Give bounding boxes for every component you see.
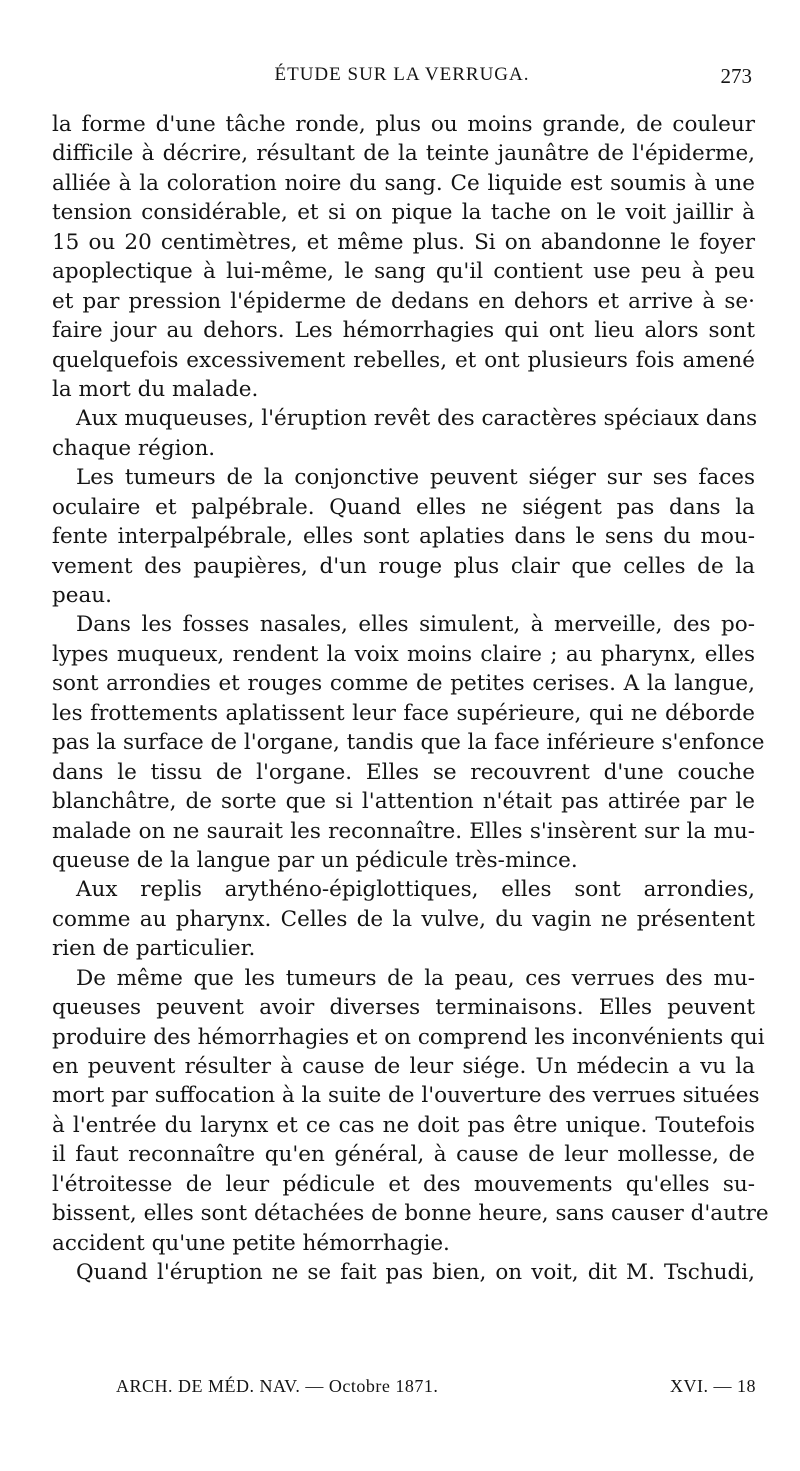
text-line: apoplectique à lui-même, le sang qu'il contient use peu à peu [52,259,755,285]
text-line: mort par suffocation à la suite de l'ouverture des verrues situées [52,1083,760,1109]
text-line: queuse de la langue par un pédicule très-mince. [52,847,578,873]
text-line: fente interpalpébrale, elles sont aplaties dans le sens du mou- [52,524,755,550]
text-line: accident qu'une petite hémorrhagie. [52,1230,450,1256]
text-line: en peuvent résulter à cause de leur siége. Un médecin a vu la [52,1054,755,1079]
text-line: blanchâtre, de sorte que si l'attention n'était pas attirée par le [52,789,755,815]
text-line: oculaire et palpébrale. Quand elles ne siégent pas dans la [52,494,755,520]
text-line: pas la surface de l'organe, tandis que la face inférieure s'enfonce [52,730,765,756]
text-line: queuses peuvent avoir diverses terminaisons. Elles peuvent [52,995,755,1021]
text-line: à l'entrée du larynx et ce cas ne doit pas être unique. Toutefois [52,1112,755,1138]
text-line: sont arrondies et rouges comme de petites cerises. A la langue, [52,671,755,697]
text-line: la forme d'une tâche ronde, plus ou moins grande, de couleur [52,112,755,137]
text-line: Aux replis arythéno-épiglottiques, elles sont arrondies, [76,877,755,903]
text-line: la mort du malade. [52,376,259,402]
text-line: et par pression l'épiderme de dedans en dehors et arrive à se· [52,288,755,314]
text-line: l'étroitesse de leur pédicule et des mouvements qu'elles su- [52,1171,755,1197]
text-line: rien de particulier. [52,936,256,962]
page-header [52,64,752,94]
text-line: Aux muqueuses, l'éruption revêt des caractères spéciaux dans [76,406,758,432]
body-text [52,110,769,1288]
text-line: comme au pharynx. Celles de la vulve, du vagin ne présentent [52,906,755,932]
text-line: il faut reconnaître qu'en général, à cause de leur mollesse, de [52,1142,755,1168]
footer-signature-mark: XVI. — 18 [670,1376,756,1396]
text-line: peau. [52,583,112,608]
running-title: ÉTUDE SUR LA VERRUGA. [274,64,530,85]
page-number: 273 [720,64,752,88]
text-line: les frottements aplatissent leur face supérieure, qui ne déborde [52,700,755,726]
text-line: vement des paupières, d'un rouge plus clair que celles de la [52,553,755,579]
text-line: faire jour au dehors. Les hémorrhagies qui ont lieu alors sont [52,318,755,344]
text-line: Dans les fosses nasales, elles simulent, à merveille, des po- [76,612,755,638]
text-line: difficile à décrire, résultant de la teinte jaunâtre de l'épiderme, [52,141,755,167]
footer-journal-citation: ARCH. DE MÉD. NAV. — Octobre 1871. [116,1376,439,1396]
text-line: 15 ou 20 centimètres, et même plus. Si on abandonne le foyer [52,229,755,255]
text-line: chaque région. [52,435,216,461]
text-line: dans le tissu de l'organe. Elles se recouvrent d'une couche [52,759,755,785]
text-line: quelquefois excessivement rebelles, et ont plusieurs fois amené [52,347,755,373]
text-line: produire des hémorrhagies et on comprend les inconvénients qui [52,1024,765,1050]
text-line: bissent, elles sont détachées de bonne heure, sans causer d'autre [52,1201,769,1227]
text-line: malade on ne saurait les reconnaître. Elles s'insèrent sur la mu- [52,818,755,844]
text-line: tension considérable, et si on pique la tache on le voit jaillir à [52,200,755,226]
page-footer [116,1376,756,1406]
text-line: alliée à la coloration noire du sang. Ce liquide est soumis à une [52,170,755,196]
text-line: Quand l'éruption ne se fait pas bien, on voit, dit M. Tschudi, [76,1260,755,1286]
text-line: lypes muqueux, rendent la voix moins claire ; au pharynx, elles [52,641,755,667]
text-line: Les tumeurs de la conjonctive peuvent siéger sur ses faces [76,465,755,491]
text-line: De même que les tumeurs de la peau, ces verrues des mu- [76,965,755,991]
